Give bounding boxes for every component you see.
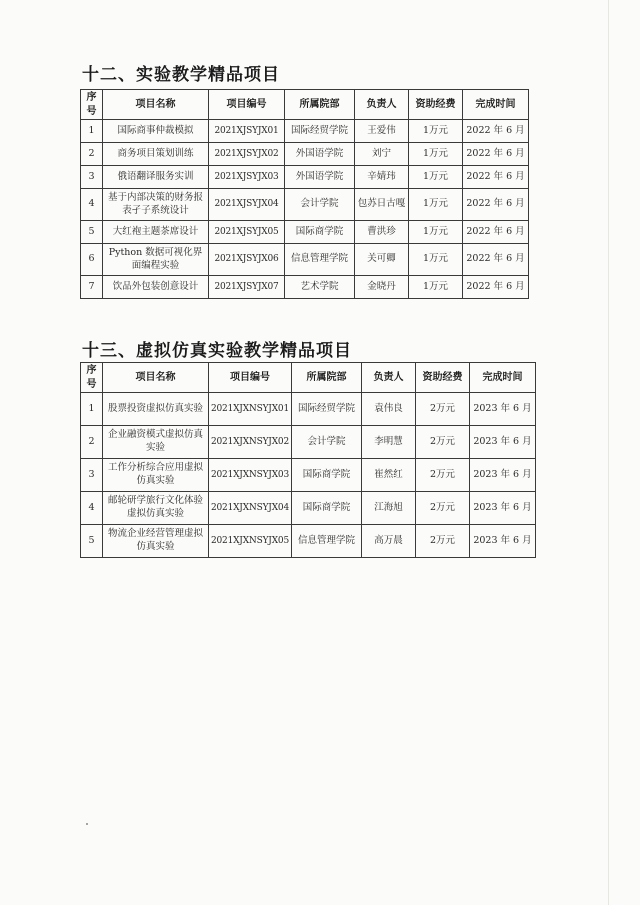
header-index: 序号 bbox=[81, 90, 103, 120]
table-row bbox=[81, 459, 536, 492]
table-row bbox=[81, 221, 529, 244]
cell-index: 5 bbox=[81, 525, 103, 558]
table-header-row bbox=[81, 363, 536, 393]
cell-completion-date: 2022 年 6 月 bbox=[463, 276, 529, 299]
cell-index: 5 bbox=[81, 221, 103, 244]
cell-project-code: 2021XJSYJX03 bbox=[209, 166, 285, 189]
header-completion-date: 完成时间 bbox=[463, 90, 529, 120]
cell-leader: 袁伟良 bbox=[361, 393, 415, 426]
cell-project-code: 2021XJSYJX01 bbox=[209, 120, 285, 143]
header-project-name: 项目名称 bbox=[103, 90, 209, 120]
cell-leader: 金晓丹 bbox=[355, 276, 409, 299]
cell-project-name: 国际商事仲裁模拟 bbox=[103, 120, 209, 143]
table-row bbox=[81, 143, 529, 166]
cell-funding: 2万元 bbox=[415, 525, 469, 558]
cell-completion-date: 2022 年 6 月 bbox=[463, 166, 529, 189]
table-row bbox=[81, 276, 529, 299]
cell-department: 国际经贸学院 bbox=[285, 120, 355, 143]
cell-department: 国际商学院 bbox=[291, 459, 361, 492]
cell-department: 外国语学院 bbox=[285, 143, 355, 166]
cell-project-name: 股票投资虚拟仿真实验 bbox=[103, 393, 209, 426]
cell-leader: 王爱伟 bbox=[355, 120, 409, 143]
cell-project-name: 商务项目策划训练 bbox=[103, 143, 209, 166]
header-project-code: 项目编号 bbox=[209, 363, 292, 393]
cell-project-name: 工作分析综合应用虚拟仿真实验 bbox=[103, 459, 209, 492]
cell-completion-date: 2022 年 6 月 bbox=[463, 143, 529, 166]
cell-department: 艺术学院 bbox=[285, 276, 355, 299]
cell-completion-date: 2023 年 6 月 bbox=[469, 426, 535, 459]
cell-funding: 1万元 bbox=[409, 166, 463, 189]
cell-department: 国际经贸学院 bbox=[291, 393, 361, 426]
cell-completion-date: 2023 年 6 月 bbox=[469, 525, 535, 558]
cell-project-name: Python 数据可视化界面编程实验 bbox=[103, 244, 209, 276]
header-funding: 资助经费 bbox=[409, 90, 463, 120]
cell-funding: 2万元 bbox=[415, 426, 469, 459]
cell-funding: 2万元 bbox=[415, 459, 469, 492]
cell-funding: 1万元 bbox=[409, 276, 463, 299]
cell-leader: 曹洪珍 bbox=[355, 221, 409, 244]
header-leader: 负责人 bbox=[361, 363, 415, 393]
cell-index: 3 bbox=[81, 166, 103, 189]
header-project-code: 项目编号 bbox=[209, 90, 285, 120]
cell-index: 4 bbox=[81, 492, 103, 525]
table-header-row bbox=[81, 90, 529, 120]
cell-index: 3 bbox=[81, 459, 103, 492]
section-title-experimental-teaching: 十二、实验教学精品项目 bbox=[82, 65, 280, 85]
header-index: 序号 bbox=[81, 363, 103, 393]
cell-project-name: 俄语翻译服务实训 bbox=[103, 166, 209, 189]
cell-index: 1 bbox=[81, 120, 103, 143]
cell-index: 1 bbox=[81, 393, 103, 426]
cell-project-code: 2021XJSYJX02 bbox=[209, 143, 285, 166]
cell-funding: 1万元 bbox=[409, 120, 463, 143]
cell-index: 7 bbox=[81, 276, 103, 299]
header-department: 所属院部 bbox=[291, 363, 361, 393]
cell-project-code: 2021XJXNSYJX03 bbox=[209, 459, 292, 492]
cell-project-code: 2021XJSYJX07 bbox=[209, 276, 285, 299]
section-title-virtual-simulation: 十三、虚拟仿真实验教学精品项目 bbox=[82, 341, 352, 361]
scan-edge-line bbox=[608, 0, 609, 905]
table-row bbox=[81, 189, 529, 221]
cell-index: 2 bbox=[81, 143, 103, 166]
cell-completion-date: 2023 年 6 月 bbox=[469, 492, 535, 525]
cell-completion-date: 2022 年 6 月 bbox=[463, 189, 529, 221]
cell-department: 会计学院 bbox=[285, 189, 355, 221]
cell-leader: 高万晨 bbox=[361, 525, 415, 558]
cell-funding: 2万元 bbox=[415, 393, 469, 426]
cell-project-code: 2021XJXNSYJX05 bbox=[209, 525, 292, 558]
scan-speck bbox=[86, 823, 88, 825]
header-completion-date: 完成时间 bbox=[469, 363, 535, 393]
table-row bbox=[81, 393, 536, 426]
cell-project-name: 企业融资模式虚拟仿真实验 bbox=[103, 426, 209, 459]
cell-completion-date: 2023 年 6 月 bbox=[469, 393, 535, 426]
table-row bbox=[81, 244, 529, 276]
cell-department: 国际商学院 bbox=[285, 221, 355, 244]
cell-department: 信息管理学院 bbox=[291, 525, 361, 558]
cell-project-code: 2021XJSYJX04 bbox=[209, 189, 285, 221]
cell-completion-date: 2023 年 6 月 bbox=[469, 459, 535, 492]
table-row bbox=[81, 166, 529, 189]
cell-leader: 江海旭 bbox=[361, 492, 415, 525]
cell-project-name: 大红袍主题茶席设计 bbox=[103, 221, 209, 244]
cell-funding: 1万元 bbox=[409, 244, 463, 276]
virtual-simulation-projects-table bbox=[80, 362, 536, 558]
cell-funding: 1万元 bbox=[409, 143, 463, 166]
cell-project-code: 2021XJXNSYJX04 bbox=[209, 492, 292, 525]
cell-leader: 李明慧 bbox=[361, 426, 415, 459]
table-row bbox=[81, 492, 536, 525]
cell-completion-date: 2022 年 6 月 bbox=[463, 244, 529, 276]
cell-department: 外国语学院 bbox=[285, 166, 355, 189]
cell-department: 国际商学院 bbox=[291, 492, 361, 525]
cell-project-code: 2021XJSYJX06 bbox=[209, 244, 285, 276]
cell-funding: 1万元 bbox=[409, 221, 463, 244]
cell-funding: 2万元 bbox=[415, 492, 469, 525]
cell-project-name: 邮轮研学旅行文化体验虚拟仿真实验 bbox=[103, 492, 209, 525]
experimental-projects-table bbox=[80, 89, 529, 299]
cell-leader: 包苏日古嘎 bbox=[355, 189, 409, 221]
header-leader: 负责人 bbox=[355, 90, 409, 120]
table-row bbox=[81, 525, 536, 558]
table-row bbox=[81, 426, 536, 459]
cell-project-name: 饮品外包装创意设计 bbox=[103, 276, 209, 299]
cell-leader: 关可卿 bbox=[355, 244, 409, 276]
table-row bbox=[81, 120, 529, 143]
cell-project-code: 2021XJXNSYJX01 bbox=[209, 393, 292, 426]
header-department: 所属院部 bbox=[285, 90, 355, 120]
cell-completion-date: 2022 年 6 月 bbox=[463, 120, 529, 143]
cell-index: 2 bbox=[81, 426, 103, 459]
cell-department: 会计学院 bbox=[291, 426, 361, 459]
cell-project-code: 2021XJSYJX05 bbox=[209, 221, 285, 244]
cell-project-code: 2021XJXNSYJX02 bbox=[209, 426, 292, 459]
cell-leader: 崔然红 bbox=[361, 459, 415, 492]
cell-department: 信息管理学院 bbox=[285, 244, 355, 276]
header-project-name: 项目名称 bbox=[103, 363, 209, 393]
cell-leader: 辛婧玮 bbox=[355, 166, 409, 189]
cell-completion-date: 2022 年 6 月 bbox=[463, 221, 529, 244]
cell-leader: 刘宁 bbox=[355, 143, 409, 166]
header-funding: 资助经费 bbox=[415, 363, 469, 393]
cell-index: 4 bbox=[81, 189, 103, 221]
cell-funding: 1万元 bbox=[409, 189, 463, 221]
cell-project-name: 物流企业经营管理虚拟仿真实验 bbox=[103, 525, 209, 558]
cell-project-name: 基于内部决策的财务报表孑子系统设计 bbox=[103, 189, 209, 221]
cell-index: 6 bbox=[81, 244, 103, 276]
